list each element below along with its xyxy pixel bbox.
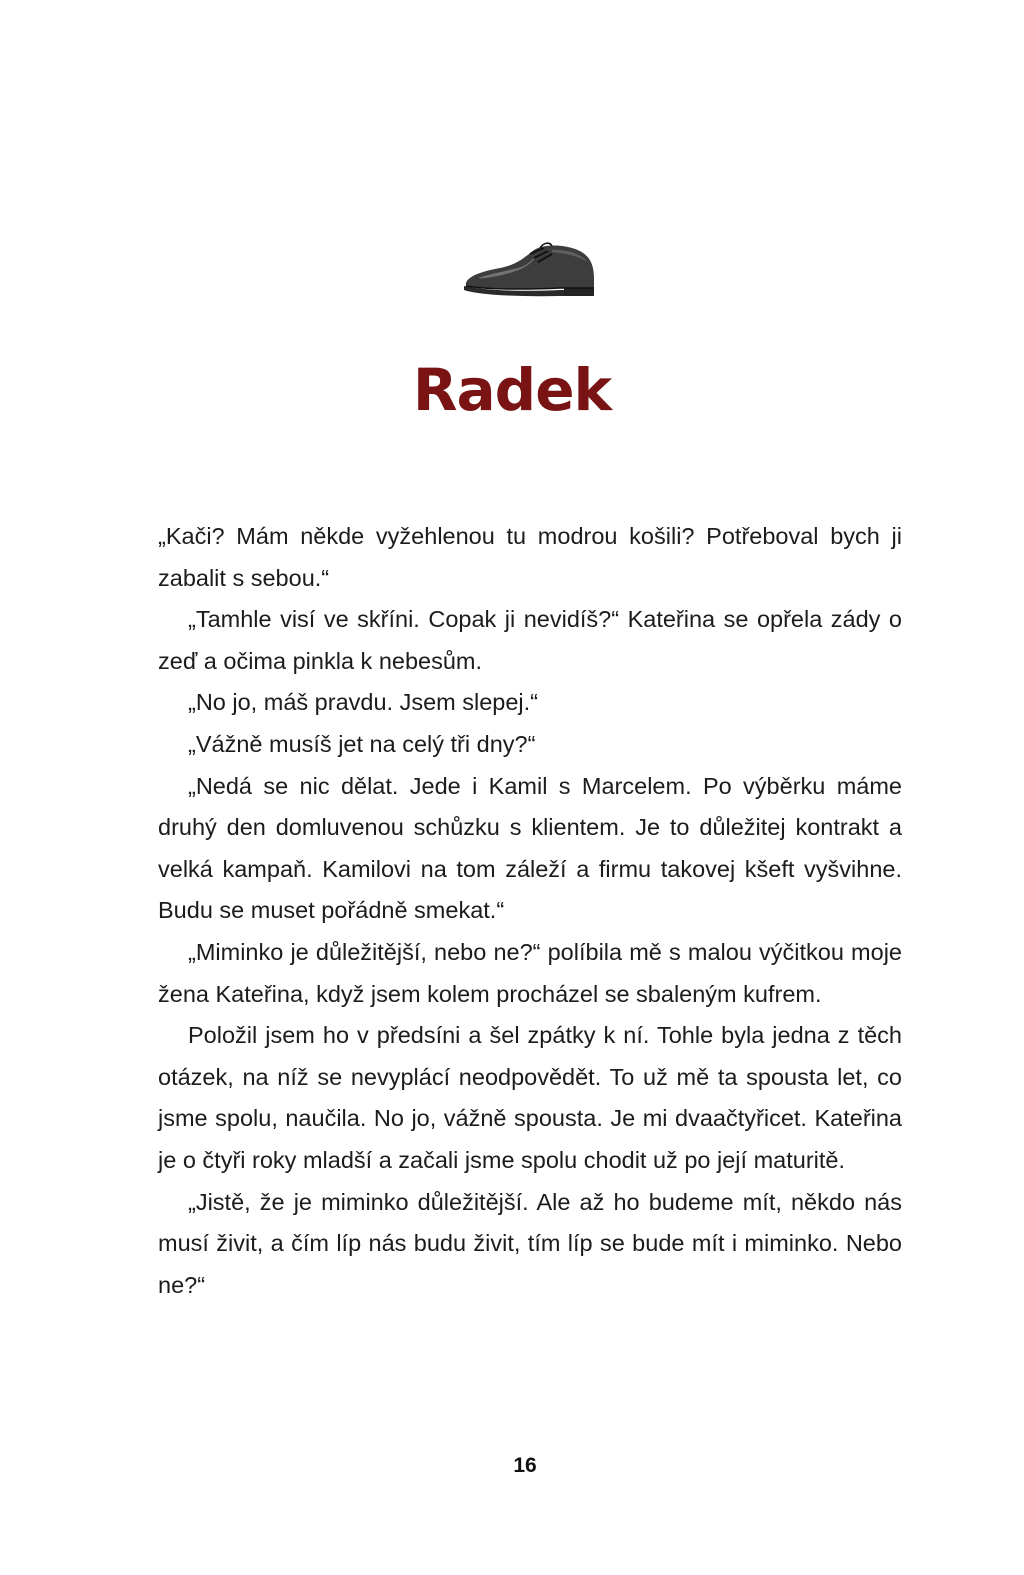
paragraph: Položil jsem ho v předsíni a šel zpátky k ní. Tohle byla jedna z těch otázek, na níž se nevyplácí neodpovědět. To už mě ta spousta let, co jsme spolu, naučila. No jo, vážně spousta. Je mi dvaačtyřicet. Kateřina je o čtyři roky mladší a začali jsme spolu chodit už po její maturitě. [158, 1022, 902, 1173]
paragraph: „Jistě, že je miminko důležitější. Ale až ho budeme mít, někdo nás musí živit, a čím líp nás budu živit, tím líp se bude mít i miminko. Nebo ne?“ [158, 1188, 902, 1298]
paragraph: „No jo, máš pravdu. Jsem slepej.“ [188, 689, 539, 716]
page-number: 16 [513, 1454, 537, 1477]
chapter-title: Radek [412, 356, 612, 424]
paragraph: „Nedá se nic dělat. Jede i Kamil s Marcelem. Po výběrku máme druhý den domluvenou schůzku s klientem. Je to důležitej kontrakt a velká kampaň. Kamilovi na tom záleží a firmu takovej kšeft vyšvihne. Budu se muset pořádně smekat.“ [158, 772, 902, 924]
paragraph: „Tamhle visí ve skříni. Copak ji nevidíš?“ Kateřina se opřela zády o zeď a očima pinkla k nebesům. [158, 606, 902, 674]
paragraph: „Kači? Mám někde vyžehlenou tu modrou košili? Potřeboval bych ji zabalit s sebou.“ [158, 523, 902, 591]
paragraph: „Vážně musíš jet na celý tři dny?“ [188, 730, 536, 757]
shoe-icon [460, 238, 600, 300]
chapter-body [158, 516, 902, 1306]
paragraph: „Miminko je důležitější, nebo ne?“ políbila mě s malou výčitkou moje žena Kateřina, když jsem kolem procházel se sbaleným kufrem. [158, 938, 902, 1007]
